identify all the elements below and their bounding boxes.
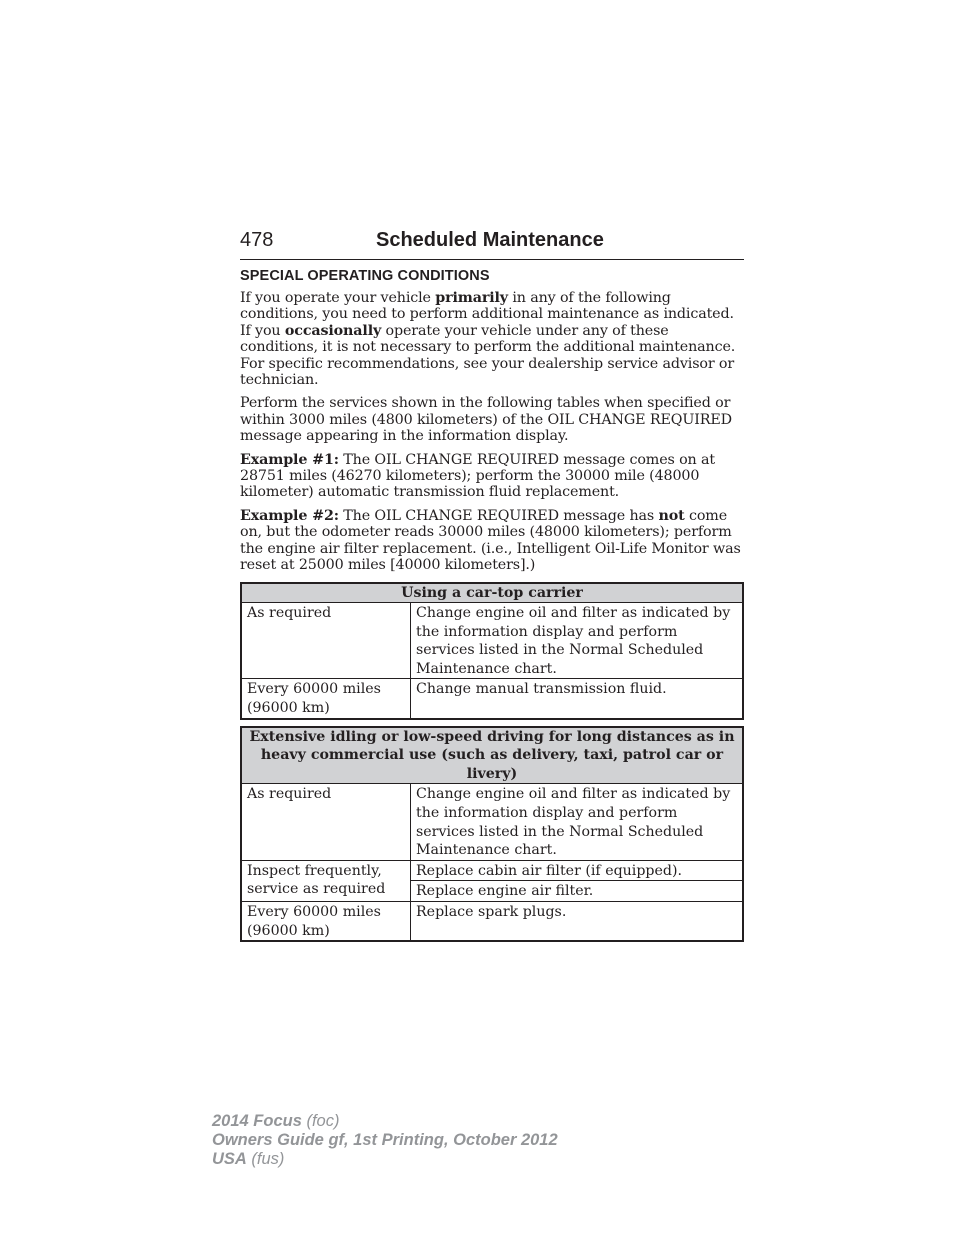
footer-model: 2014 Focus	[212, 1112, 302, 1130]
table-cell-action: Change engine oil and filter as indicated by the information display and perform services listed in the Normal Scheduled Maintenance chart.	[411, 784, 744, 860]
intro-text-3: operate your vehicle under any of these conditions, it is not necessary to perform the additional maintenance. For specific recommendations, see your dealership service advisor or technician.	[240, 322, 736, 389]
intro-text-2: in any of the following conditions, you need to perform additional maintenance as indicated. If you	[240, 290, 734, 339]
example-2-text-2: come on, but the odometer reads 30000 miles (48000 kilometers); perform the engine air filter replacement. (i.e., Intelligent Oil-Life Monitor was reset at 25000 miles [40000 kilometers].)	[240, 507, 741, 574]
page-footer	[212, 1112, 558, 1169]
example-2-paragraph	[240, 508, 744, 574]
table-cell-when: As required	[241, 603, 411, 679]
table-cell-action: Change manual transmission fluid.	[411, 679, 744, 719]
page-number: 478	[240, 229, 274, 251]
perform-paragraph: Perform the services shown in the following tables when specified or within 3000 miles (4800 kilometers) of the OIL CHANGE REQUIRED message appearing in the information display.	[240, 395, 732, 445]
table-cell-when: As required	[241, 784, 411, 860]
table-cell-when: Every 60000 miles (96000 km)	[241, 902, 411, 942]
footer-model-code: (foc)	[301, 1112, 340, 1130]
table-header: Using a car-top carrier	[241, 583, 743, 603]
intro-bold-occasionally: occasionally	[284, 322, 382, 339]
table-row	[241, 902, 743, 942]
table-cell-action: Change engine oil and filter as indicated by the information display and perform services listed in the Normal Scheduled Maintenance chart.	[411, 603, 744, 679]
page-content	[240, 268, 744, 948]
example-1-text: The OIL CHANGE REQUIRED message comes on at 28751 miles (46270 kilometers); perform the 30000 mile (48000 kilometer) automatic transmission fluid replacement.	[240, 451, 715, 501]
table-cell-action: Replace engine air filter.	[411, 881, 744, 902]
footer-region-line	[212, 1150, 558, 1169]
car-top-carrier-table	[240, 582, 744, 720]
footer-region: USA	[212, 1150, 247, 1168]
section-heading: SPECIAL OPERATING CONDITIONS	[240, 268, 490, 284]
table-cell-when: Inspect frequently, service as required	[241, 860, 411, 901]
example-2-text-1: The OIL CHANGE REQUIRED message has	[338, 507, 659, 524]
page-title: Scheduled Maintenance	[376, 229, 604, 251]
intro-text-1: If you operate your vehicle	[240, 290, 436, 306]
intro-bold-primarily: primarily	[435, 290, 508, 306]
table-header-row	[241, 583, 743, 603]
footer-guide-line: Owners Guide gf, 1st Printing, October 2012	[212, 1131, 558, 1149]
example-1-label: Example #1:	[240, 451, 339, 468]
footer-region-code: (fus)	[246, 1150, 285, 1168]
example-1-paragraph	[240, 452, 744, 501]
table-header: Extensive idling or low-speed driving for long distances as in heavy commercial use (such as delivery, taxi, patrol car or livery)	[241, 727, 743, 784]
table-row	[241, 603, 743, 679]
footer-model-line	[212, 1112, 558, 1131]
table-cell-when: Every 60000 miles (96000 km)	[241, 679, 411, 719]
example-2-label: Example #2:	[240, 507, 339, 524]
table-header-row	[241, 727, 743, 784]
table-row	[241, 784, 743, 860]
intro-paragraph	[240, 290, 744, 388]
extensive-idling-table	[240, 726, 744, 943]
table-cell-action: Replace spark plugs.	[411, 902, 744, 942]
table-cell-action: Replace cabin air filter (if equipped).	[411, 860, 744, 881]
page-header	[240, 229, 744, 260]
table-row	[241, 860, 743, 881]
example-2-bold-not: not	[658, 507, 685, 524]
table-row	[241, 679, 743, 719]
